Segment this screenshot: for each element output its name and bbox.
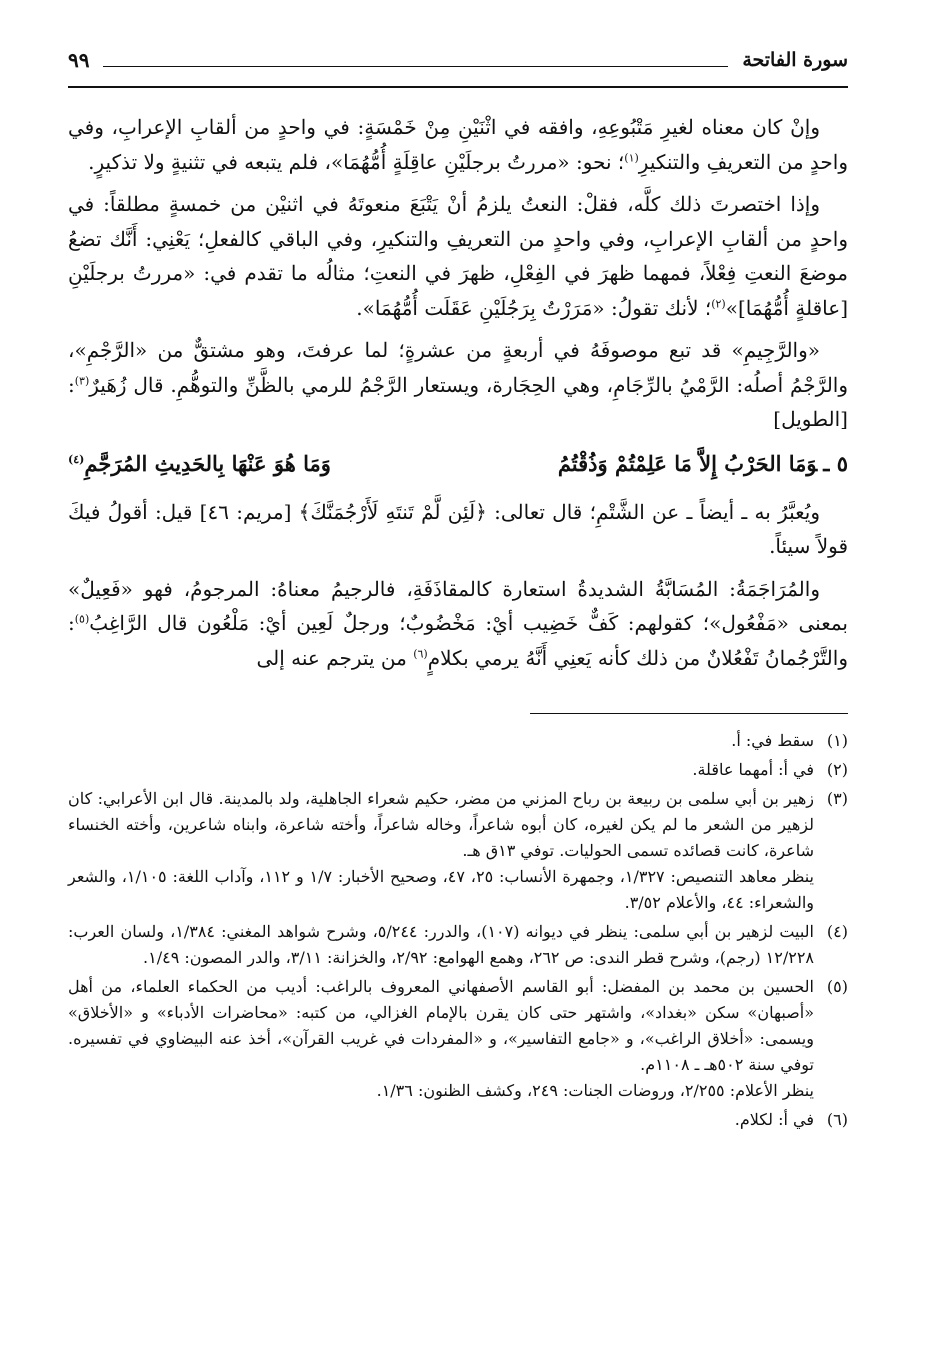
paragraph-2 bbox=[68, 187, 848, 325]
header-rule bbox=[68, 86, 848, 88]
footnote-text: الحسين بن محمد بن المفضل: أبو القاسم الأصفهاني المعروف بالراغب: أديب من الحكماء العلماء، من أهل «أصبهان» سكن «بغداد»، واشتهر حتى كان يقرن بالإمام الغزالي، من كتبه: «محاضرات الأدباء» و «الأخلاق» ويسمى: «أخلاق الراغب»، و «جامع التفاسير»، و «المفردات في غريب القرآن»، أخذ عنه البيضاوي في تفسيره. توفي سنة ٥٠٢هـ ـ ١١٠٨م. bbox=[68, 977, 815, 1074]
footnote-ref-2: (٢) bbox=[711, 296, 726, 310]
footnote-separator bbox=[530, 713, 848, 714]
footnote-text: البيت لزهير بن أبي سلمى: ينظر في ديوانه (١٠٧)، والدرر: ٥/٢٤٤، وشرح شواهد المغني: ١/٣٨٤، ولسان العرب: ١٢/٢٢٨ (رجم)، وشرح قطر الندى: ص ٢٦٢، وهمع الهوامع: ٢/٩٢، والخزانة: ٣/١١، والدر المصون: ١/٤٩. bbox=[68, 922, 814, 967]
footnote-number: (٤) bbox=[826, 922, 848, 941]
paragraph-5-text: والمُرَاجَمَةُ: المُسَابَّةُ الشديدةُ استعارة كالمقاذَفَةِ، فالرجيمُ معناهُ: المرجومُ، فهو «فَعِيلٌ» بمعنى «مَفْعُول»؛ كقولهم: كَفٌّ خَضِيب أيْ: مَخْضُوبٌ؛ ورجلٌ لَعِين أيْ: مَلْعُون قال الرَّاغِبُ bbox=[68, 576, 848, 635]
paragraph-2-rest: ؛ لأنك تقولُ: «مَرَرْتُ بِرَجُلَيْنِ عَقَلَت أُمُّهُمَا». bbox=[356, 295, 712, 320]
paragraph-1-text: وإنْ كان معناه لغيرِ مَتْبُوعِهِ، وافقه في اثْنَيْنِ مِنْ خَمْسَةٍ: في واحدٍ من ألقابِ الإعرابِ، وفي واحدٍ من التعريفِ والتنكيرِ bbox=[68, 115, 848, 174]
footnote-text: في أ: أمهما عاقلة. bbox=[692, 760, 814, 779]
paragraph-5-mid: : والتَّرْجُمانُ تَفْعُلانٌ من ذلك كأنه يَعنِي أَنَّهُ يرمي بكلامٍ bbox=[68, 611, 848, 670]
paragraph-3-rest: : [الطويل] bbox=[68, 372, 848, 431]
footnote-body bbox=[68, 786, 814, 916]
poetry-verse bbox=[68, 445, 848, 483]
verse-second-hemistich-text: وَمَا هُوَ عَنْهَا بِالحَدِيثِ المُرَجَّمِ bbox=[84, 450, 331, 476]
main-text bbox=[68, 110, 848, 675]
paragraph-1 bbox=[68, 110, 848, 179]
paragraph-5 bbox=[68, 572, 848, 676]
footnote-body bbox=[68, 974, 814, 1104]
footnote-number: (٦) bbox=[826, 1110, 848, 1129]
footnote-ref-6: (٦) bbox=[413, 646, 428, 660]
footnote bbox=[68, 757, 848, 783]
footnote-text: في أ: لكلام. bbox=[734, 1110, 814, 1129]
footnote-references: ينظر معاهد التنصيص: ١/٣٢٧، وجمهرة الأنساب: ٢٥، ٤٧، وصحيح الأخبار: ١/٧ و ١١٢، وآداب اللغة: ١/١٠٥، والشعر والشعراء: ٤٤، والأعلام ٣/٥٢. bbox=[68, 867, 814, 912]
footnote bbox=[68, 974, 848, 1104]
paragraph-2-text: وإذا اختصرتَ ذلك كلَّه، فقلْ: النعتُ يلزمُ أنْ يَتْبَعَ منعوتَهُ في اثنيْن من خمسةٍ مطلقاً: في واحدٍ من ألقابِ الإعرابِ، وفي واحدٍ من التعريفِ والتنكيرِ، وفي الباقي كالفعلِ؛ يَعْنِي: أَنَّك تضعُ موضعَ النعتِ فِعْلاً، فمهما ظهرَ في الفِعْلِ، ظهرَ في النعتِ؛ مثالُه ما تقدم في: «مررتُ برجلَيْنِ [عاقلةٍ أُمُّهُمَا]» bbox=[68, 192, 848, 320]
footnote-number: (١) bbox=[826, 731, 848, 750]
footnote-body bbox=[68, 1107, 814, 1133]
footnote bbox=[68, 728, 848, 754]
paragraph-4: ويُعبَّرُ به ـ أيضاً ـ عن الشَّتْمِ؛ قال تعالى: ﴿لَئِن لَّمْ تَنتَهِ لَأَرْجُمَنَّكَ﴾ [مريم: ٤٦] قيل: أقولُ فيكَ قولاً سيئاً. bbox=[68, 499, 848, 558]
footnote bbox=[68, 1107, 848, 1133]
header-leader-line bbox=[103, 66, 728, 67]
paragraph-1-rest: ؛ نحو: «مررتُ برجلَيْنِ عاقِلَةٍ أُمُّهُمَا»، فلم يتبعه في تثنيةٍ ولا تذكيرٍ. bbox=[88, 149, 625, 174]
footnote-number: (٢) bbox=[826, 760, 848, 779]
footnote-number: (٣) bbox=[826, 789, 848, 808]
verse-first-hemistich bbox=[558, 445, 848, 483]
running-header bbox=[68, 40, 848, 80]
verse-first-hemistich-text: وَمَا الحَرْبُ إِلاَّ مَا عَلِمْتُمْ وَذُقْتُمُ bbox=[557, 450, 818, 476]
verse-number: ٥ ـ bbox=[823, 450, 848, 476]
page bbox=[68, 40, 848, 1136]
footnotes bbox=[68, 728, 848, 1133]
footnote bbox=[68, 919, 848, 971]
verse-second-hemistich bbox=[68, 445, 331, 483]
footnote-text: سقط في: أ. bbox=[731, 731, 814, 750]
footnote-ref-5: (٥) bbox=[74, 612, 90, 626]
paragraph-3 bbox=[68, 333, 848, 437]
surah-title: سورة الفاتحة bbox=[742, 49, 848, 71]
footnote-text: زهير بن أبي سلمى بن ربيعة بن رباح المزني من مضر، حكيم شعراء الجاهلية، ولد بالمدينة. قال ابن الأعرابي: كان لزهير من الشعر ما لم يكن لغيره، كان أبوه شاعراً، وخاله شاعراً، وأخته شاعرة، وابناه شاعرين، وأخته الخنساء شاعرة، كانت قصائده تسمى الحوليات. توفي ١٣ق هـ. bbox=[68, 789, 814, 860]
footnote-ref-4: (٤) bbox=[68, 452, 85, 466]
footnote-references: ينظر الأعلام: ٢/٢٥٥، وروضات الجنات: ٢٤٩، وكشف الظنون: ١/٣٦. bbox=[376, 1081, 814, 1100]
footnote-body bbox=[68, 757, 814, 783]
footnote-body bbox=[68, 728, 814, 754]
footnote bbox=[68, 786, 848, 916]
footnote-ref-3: (٣) bbox=[74, 373, 90, 387]
paragraph-5-rest: من يترجم عنه إلى bbox=[256, 645, 414, 670]
footnote-ref-1: (١) bbox=[624, 150, 639, 164]
page-number: ٩٩ bbox=[68, 48, 90, 72]
footnote-body bbox=[68, 919, 814, 971]
footnote-number: (٥) bbox=[826, 977, 848, 996]
paragraph-3-text: «والرَّجِيمِ» قد تبع موصوفَهُ في أربعةٍ من عشرةٍ؛ لما عرفتَ، وهو مشتقٌّ من «الرَّجْمِ»، والرَّجْمُ أصلُه: الرَّمْيُ بالرِّجَامِ، وهي الحِجَارة، ويستعار الرَّجْمُ للرمي بالظَّنِّ والتوهُّمِ. قال زُهَيرٌ bbox=[68, 338, 848, 397]
